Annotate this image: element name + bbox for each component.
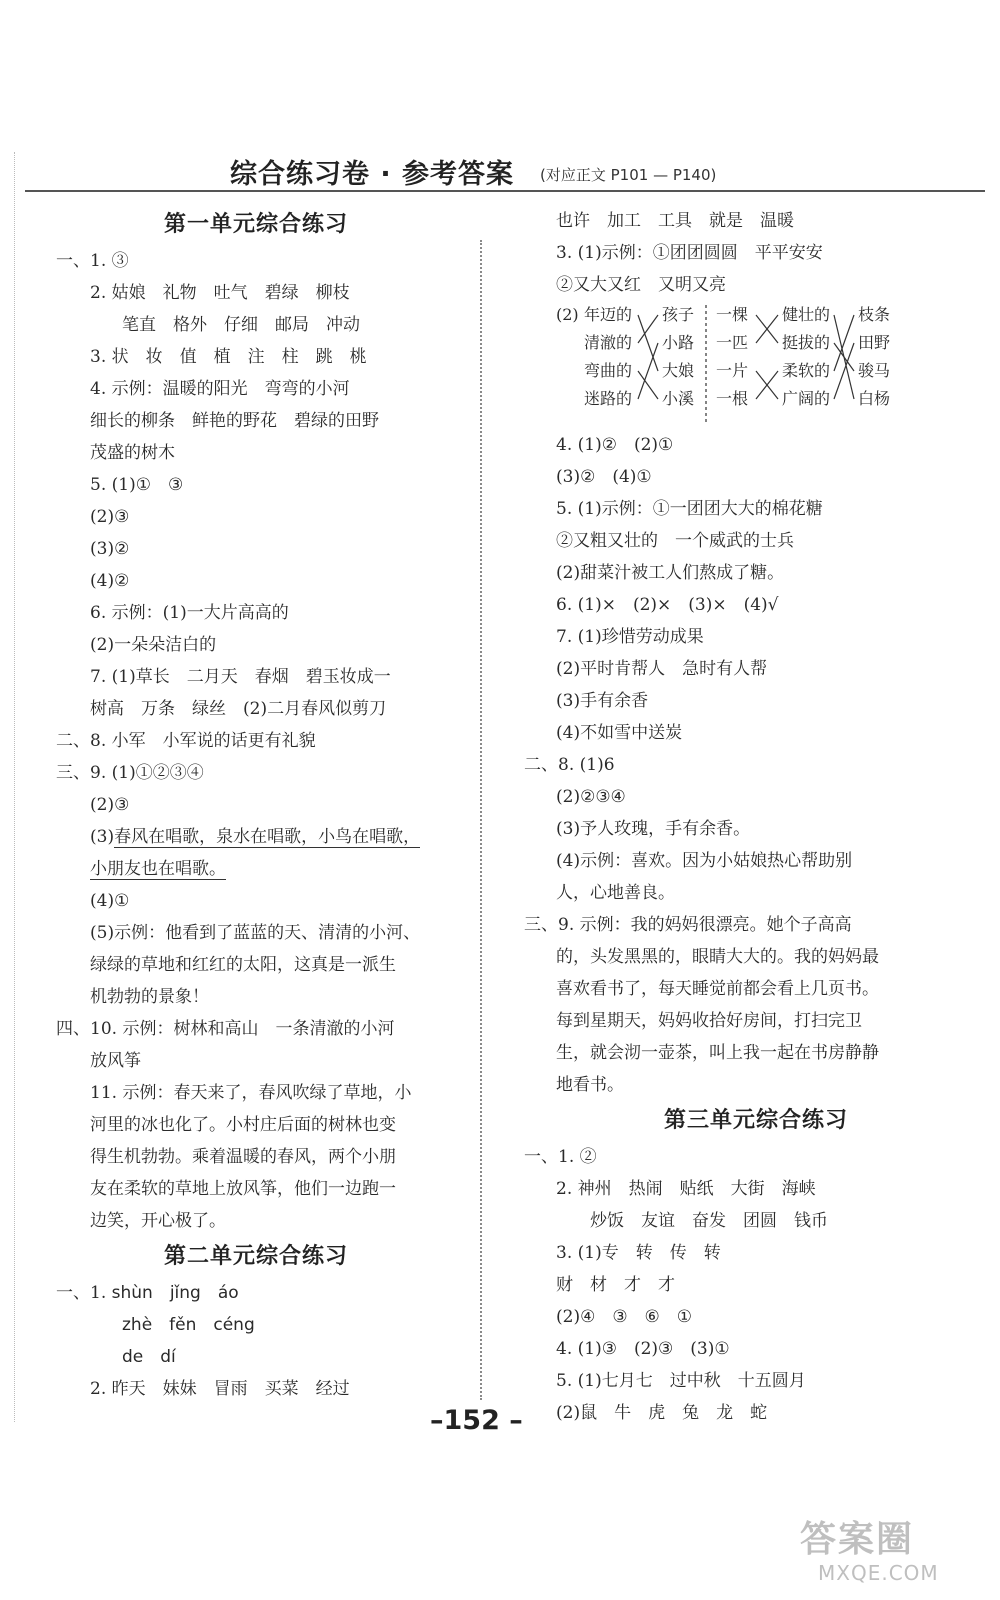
answer-line: 4. (1)③ (2)③ (3)①	[556, 1339, 730, 1359]
answer-line: 二、8. (1)6	[524, 755, 615, 775]
answer-line: (2)③	[90, 507, 130, 527]
underlined-answer: 小朋友也在唱歌。	[90, 859, 226, 879]
answer-line: 四、10. 示例：树林和高山 一条清澈的小河	[56, 1019, 395, 1039]
answer-line: 2. 神州 热闹 贴纸 大街 海峡	[556, 1179, 816, 1199]
answer-line	[56, 1277, 456, 1309]
page-subtitle: (对应正文 P101 — P140)	[540, 166, 717, 184]
answer-line: (3)②	[90, 539, 130, 559]
answer-line: (3)手有余香	[556, 691, 649, 711]
answer-line: 3. 状 妆 值 植 注 柱 跳 桃	[90, 347, 367, 367]
answer-line	[56, 821, 456, 853]
answer-line: 树高 万条 绿丝 (2)二月春风似剪刀	[90, 699, 387, 719]
answer-line: 5. (1)① ③	[90, 475, 184, 495]
answer-line: 绿绿的草地和红红的太阳，这真是一派生	[90, 955, 396, 975]
margin-rule	[14, 152, 15, 1422]
match-line	[834, 343, 854, 371]
answer-line: 三、9. (1)①②③④	[56, 763, 204, 783]
match-word: 迷路的	[584, 389, 633, 408]
answer-line: 5. (1)示例：①一团团大大的棉花糖	[556, 499, 823, 519]
answer-line: 喜欢看书了，每天睡觉前都会看上几页书。	[556, 979, 879, 999]
match-line	[638, 315, 658, 343]
match-word: 年迈的	[584, 305, 633, 324]
page-number: –152 –	[430, 1405, 523, 1436]
answer-line: 得生机勃勃。乘着温暖的春风，两个小朋	[90, 1147, 396, 1167]
answer-line: 生，就会沏一壶茶，叫上我一起在书房静静	[556, 1043, 879, 1063]
answer-line: 一、1. ②	[524, 1147, 597, 1167]
answer-line: (4)示例：喜欢。因为小姑娘热心帮助别	[556, 851, 853, 871]
answer-line: (3)② (4)①	[556, 467, 652, 487]
answer-line: 机勃勃的景象！	[90, 987, 209, 1007]
answer-line: (2)平时肯帮人 急时有人帮	[556, 659, 768, 679]
match-word: 白杨	[858, 389, 891, 408]
page-title: 综合练习卷 · 参考答案	[230, 159, 515, 190]
answer-line: 茂盛的树木	[90, 443, 175, 463]
match-word: 弯曲的	[584, 361, 633, 380]
header-rule	[25, 190, 985, 192]
pinyin-answer: shùn jǐng áo	[111, 1283, 239, 1303]
match-word: 一片	[716, 361, 749, 380]
matching-label: (2)	[556, 305, 579, 324]
match-word: 清澈的	[584, 333, 633, 352]
match-word: 广阔的	[782, 389, 831, 408]
answer-line: 二、8. 小军 小军说的话更有礼貌	[56, 731, 316, 751]
answer-line: 2. 姑娘 礼物 吐气 碧绿 柳枝	[90, 283, 350, 303]
answer-line: 炒饭 友谊 奋发 团圆 钱币	[590, 1211, 828, 1231]
answer-line: 11. 示例：春天来了，春风吹绿了草地，小	[90, 1083, 412, 1103]
unit3-title: 第三单元综合练习	[663, 1108, 848, 1133]
match-word: 一根	[716, 389, 749, 408]
answer-line: 财 材 才 才	[556, 1275, 675, 1295]
answer-line: 的，头发黑黑的，眼睛大大的。我的妈妈最	[556, 947, 879, 967]
answer-line: 人，心地善良。	[556, 883, 675, 903]
answer-line: 3. (1)示例：①团团圆圆 平平安安	[556, 243, 823, 263]
match-line	[834, 315, 854, 371]
match-word: 小溪	[662, 389, 695, 408]
answer-line: 3. (1)专 转 传 转	[556, 1243, 721, 1263]
answer-line: 河里的冰也化了。小村庄后面的树林也变	[90, 1115, 396, 1135]
answer-line: 6. 示例：(1)一大片高高的	[90, 603, 289, 623]
watermark-text: 答案圈	[800, 1519, 915, 1560]
answer-line: 每到星期天，妈妈收拾好房间，打扫完卫	[556, 1011, 862, 1031]
match-line	[638, 315, 658, 371]
underlined-answer: 春风在唱歌，泉水在唱歌，小鸟在唱歌，	[114, 827, 421, 847]
answer-line: 7. (1)草长 二月天 春烟 碧玉妆成一	[90, 667, 391, 687]
match-word: 挺拔的	[782, 333, 831, 352]
answer-line: 放风筝	[90, 1051, 141, 1071]
match-word: 小路	[662, 333, 695, 352]
page-header	[0, 148, 1000, 198]
answer-line: 4. (1)② (2)①	[556, 435, 674, 455]
match-word: 田野	[858, 333, 891, 352]
answer-line: (2)②③④	[556, 787, 626, 807]
pinyin-answer: de dí	[122, 1347, 176, 1367]
match-word: 大娘	[662, 361, 695, 380]
answer-line: 笔直 格外 仔细 邮局 冲动	[122, 315, 360, 335]
answer-line: (4)不如雪中送炭	[556, 723, 683, 743]
answer-line: ②又大又红 又明又亮	[556, 275, 726, 295]
answer-line: 也许 加工 工具 就是 温暖	[556, 211, 794, 231]
match-word: 一棵	[716, 305, 749, 324]
pinyin-answer: zhè fěn céng	[122, 1315, 255, 1335]
answer-line: (2)④ ③ ⑥ ①	[556, 1307, 693, 1327]
match-word: 骏马	[858, 361, 891, 380]
answer-line: 4. 示例：温暖的阳光 弯弯的小河	[90, 379, 350, 399]
answer-line: (2)甜菜汁被工人们熬成了糖。	[556, 563, 785, 583]
answer-line: ②又粗又壮的 一个威武的士兵	[556, 531, 794, 551]
match-line	[638, 343, 658, 399]
answer-line: 5. (1)七月七 过中秋 十五圆月	[556, 1371, 806, 1391]
match-word: 一匹	[716, 333, 749, 352]
answer-line: (5)示例：他看到了蓝蓝的天、清清的小河、	[90, 923, 421, 943]
answer-line: 友在柔软的草地上放风筝，他们一边跑一	[90, 1179, 396, 1199]
answer-line: (4)②	[90, 571, 130, 591]
word-matching-diagram	[556, 301, 956, 429]
answer-line: 三、9. 示例：我的妈妈很漂亮。她个子高高	[524, 915, 852, 935]
answer-line: (2)一朵朵洁白的	[90, 635, 217, 655]
watermark-logo	[800, 1520, 980, 1590]
answer-line: (2)③	[90, 795, 130, 815]
answer-line: 地看书。	[556, 1075, 624, 1095]
answer-line: (4)①	[90, 891, 130, 911]
answer-line: 细长的柳条 鲜艳的野花 碧绿的田野	[90, 411, 379, 431]
answer-label: 一、1.	[56, 1283, 107, 1303]
match-word: 孩子	[662, 305, 695, 324]
right-column	[524, 205, 956, 1429]
answer-prefix: (3)	[90, 827, 115, 847]
watermark-url: MXQE.COM	[818, 1561, 939, 1585]
match-line	[834, 343, 854, 399]
match-word: 枝条	[858, 305, 891, 324]
match-word: 健壮的	[782, 305, 831, 324]
answer-line: (3)予人玫瑰，手有余香。	[556, 819, 751, 839]
match-word: 柔软的	[782, 361, 831, 380]
answer-line: 2. 昨天 妹妹 冒雨 买菜 经过	[90, 1379, 350, 1399]
unit2-title: 第二单元综合练习	[163, 1244, 348, 1269]
answer-line: 边笑，开心极了。	[90, 1211, 226, 1231]
answer-line: 一、1. ③	[56, 251, 129, 271]
answer-line: 7. (1)珍惜劳动成果	[556, 627, 704, 647]
unit1-title: 第一单元综合练习	[163, 212, 348, 237]
answer-line	[56, 853, 456, 885]
left-column	[56, 205, 456, 1405]
match-line	[638, 371, 658, 399]
answer-line: 6. (1)× (2)× (3)× (4)√	[556, 595, 779, 615]
answer-line: (2)鼠 牛 虎 兔 龙 蛇	[556, 1403, 768, 1423]
column-divider	[480, 240, 482, 1400]
